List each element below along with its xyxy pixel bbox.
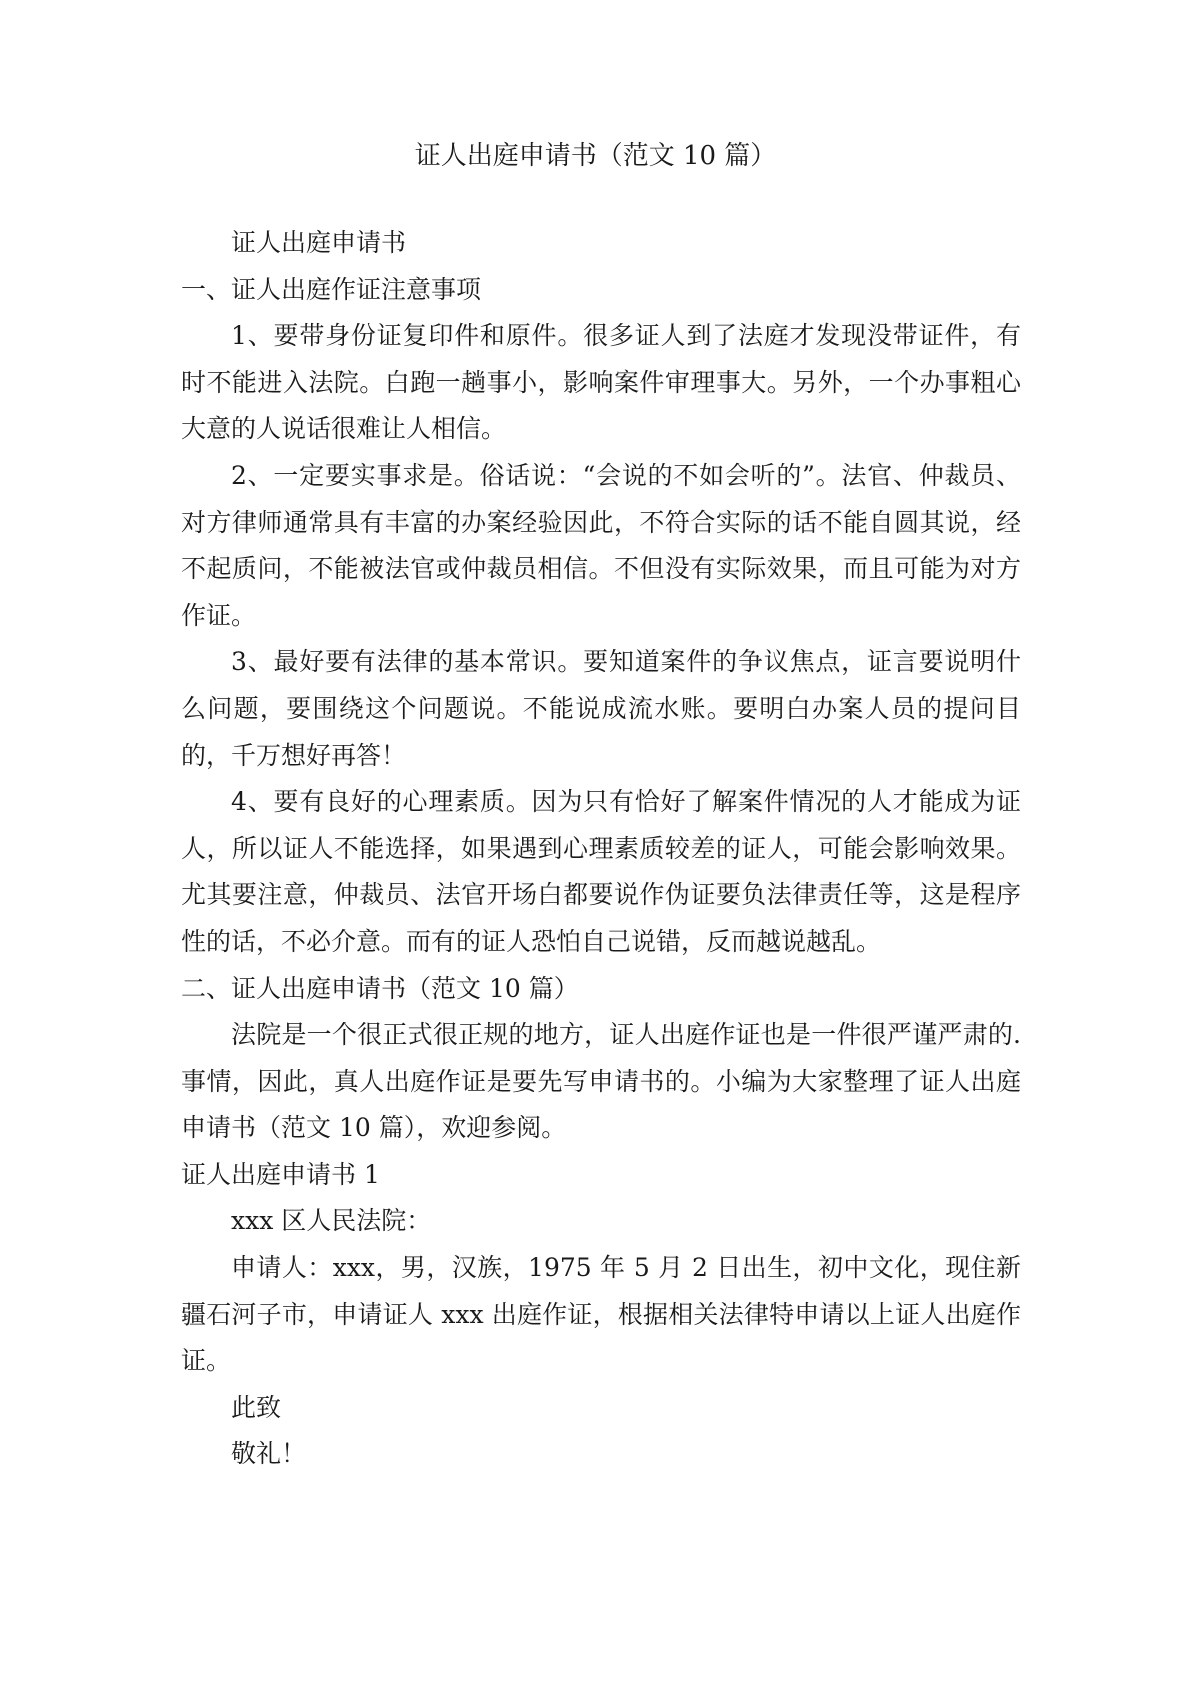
paragraph-note-4: 4、要有良好的心理素质。因为只有恰好了解案件情况的人才能成为证人，所以证人不能选择，如果遇到心理素质较差的证人，可能会影响效果。尤其要注意，仲裁员、法官开场白都要说作伪证要负法律责任等，这是程序性的话，不必介意。而有的证人恐怕自己说错，反而越说越乱。 xyxy=(181,787,1021,956)
sample-heading-1: 证人出庭申请书 1 xyxy=(181,1159,380,1189)
paragraph-note-2: 2、一定要实事求是。俗话说：“会说的不如会听的”。法官、仲裁员、对方律师通常具有丰富的办案经验因此，不符合实际的话不能自圆其说，经不起质问，不能被法官或仲裁员相信。不但没有实际效果，而且可能为对方作证。 xyxy=(181,460,1021,630)
closing-line-2: 敬礼！ xyxy=(231,1439,307,1469)
document-title: 证人出庭申请书（范文 10 篇） xyxy=(414,141,777,171)
closing-line-1: 此致 xyxy=(231,1392,282,1422)
section-heading-samples: 二、证人出庭申请书（范文 10 篇） xyxy=(181,973,579,1003)
paragraph-note-1: 1、要带身份证复印件和原件。很多证人到了法庭才发现没带证件，有时不能进入法院。白跑一趟事小，影响案件审理事大。另外，一个办事粗心大意的人说话很难让人相信。 xyxy=(181,321,1021,444)
addressee-line: xxx 区人民法院： xyxy=(231,1206,432,1236)
document-body xyxy=(181,220,1021,1478)
section-heading-notes: 一、证人出庭作证注意事项 xyxy=(181,274,482,304)
heading-application: 证人出庭申请书 xyxy=(231,228,407,257)
paragraph-applicant: 申请人：xxx，男，汉族，1975 年 5 月 2 日出生，初中文化，现住新疆石河子市，申请证人 xxx 出庭作证，根据相关法律特申请以上证人出庭作证。 xyxy=(181,1253,1021,1376)
paragraph-note-3: 3、最好要有法律的基本常识。要知道案件的争议焦点，证言要说明什么问题，要围绕这个问题说。不能说成流水账。要明白办案人员的提问目的，千万想好再答！ xyxy=(181,647,1021,770)
paragraph-intro: 法院是一个很正式很正规的地方，证人出庭作证也是一件很严谨严肃的.事情，因此，真人出庭作证是要先写申请书的。小编为大家整理了证人出庭申请书（范文 10 篇），欢迎参阅。 xyxy=(181,1020,1021,1143)
